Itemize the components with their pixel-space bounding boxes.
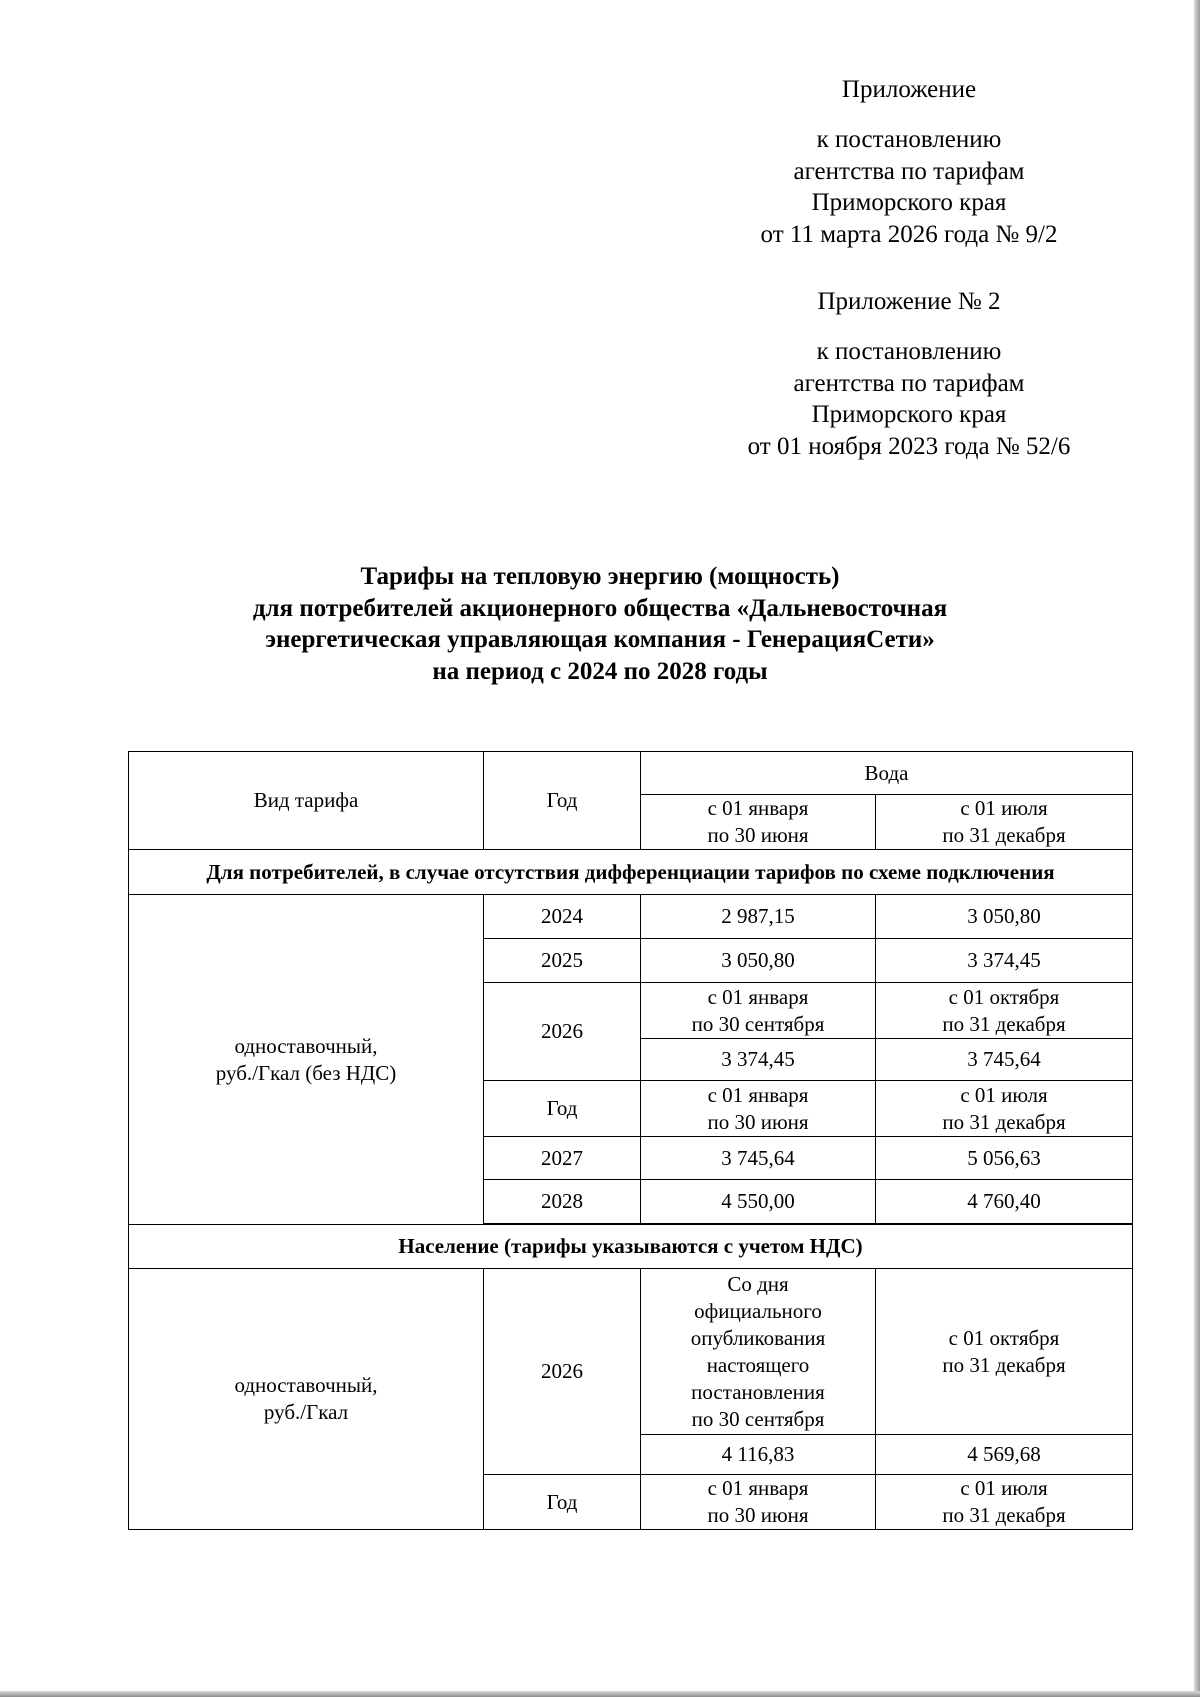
cell-line: по 31 декабря xyxy=(942,1011,1066,1036)
cell-line: настоящего xyxy=(706,1352,810,1377)
page-edge-shadow-bottom xyxy=(0,1691,1200,1697)
value-cell: 3 745,64 xyxy=(876,1039,1133,1081)
year-cell: 2027 xyxy=(484,1137,641,1180)
value-cell: 5 056,63 xyxy=(876,1137,1133,1180)
title-line: на период с 2024 по 2028 годы xyxy=(432,657,768,685)
value-cell: 2 987,15 xyxy=(641,895,876,939)
cell-line: по 30 июня xyxy=(707,1503,809,1527)
appendix-2-title: Приложение № 2 xyxy=(817,288,1001,315)
cell-line: с 01 января xyxy=(707,1082,809,1107)
cell-line: с 01 июля xyxy=(960,796,1048,820)
cell-line: Со дня xyxy=(727,1271,789,1296)
appendix-line: агентства по тарифам xyxy=(793,157,1025,185)
cell-line: одноставочный, xyxy=(234,1033,378,1058)
cell-line: руб./Гкал (без НДС) xyxy=(215,1060,397,1085)
cell-line: с 01 июля xyxy=(960,1082,1048,1107)
appendix-1-title: Приложение xyxy=(841,76,977,103)
appendix-line: к постановлению xyxy=(816,126,1002,153)
appendix-line: к постановлению xyxy=(816,338,1002,365)
table-row xyxy=(129,895,1133,939)
cell-line: постановления xyxy=(691,1379,825,1404)
period-cell xyxy=(876,1475,1133,1530)
table-row xyxy=(129,1269,1133,1435)
value-cell: 3 374,45 xyxy=(641,1039,876,1081)
cell-line: по 30 сентября xyxy=(691,1406,825,1431)
value-cell: 4 760,40 xyxy=(876,1180,1133,1224)
cell-line: с 01 января xyxy=(707,1476,809,1500)
cell-line: с 01 января xyxy=(707,796,809,820)
appendix-line: Приморского края xyxy=(811,401,1007,428)
cell-line: по 31 декабря xyxy=(942,1503,1066,1527)
appendix-line: агентства по тарифам xyxy=(793,369,1025,397)
header-water: Вода xyxy=(641,752,1133,795)
cell-line: с 01 января xyxy=(707,984,809,1009)
header-period-1 xyxy=(641,795,876,850)
value-cell: 4 550,00 xyxy=(641,1180,876,1224)
cell-line: с 01 октября xyxy=(948,1325,1060,1350)
cell-line: официального xyxy=(694,1298,822,1323)
value-cell: 4 116,83 xyxy=(641,1435,876,1475)
cell-line: по 30 сентября xyxy=(691,1011,825,1036)
cell-line: по 31 декабря xyxy=(942,823,1066,847)
section-2-tariff-type xyxy=(129,1269,484,1530)
period-cell xyxy=(876,983,1133,1039)
value-cell: 3 050,80 xyxy=(641,939,876,983)
year-cell: 2026 xyxy=(484,1269,641,1475)
cell-line: по 31 декабря xyxy=(942,1109,1066,1134)
period-cell xyxy=(641,1269,876,1435)
appendix-line: Приморского края xyxy=(811,189,1007,216)
value-cell: 3 374,45 xyxy=(876,939,1133,983)
header-tariff-type: Вид тарифа xyxy=(129,752,484,850)
value-cell: 3 745,64 xyxy=(641,1137,876,1180)
year-header-cell: Год xyxy=(484,1475,641,1530)
appendix-line: от 11 марта 2026 года № 9/2 xyxy=(760,220,1058,248)
section-1-tariff-type xyxy=(129,895,484,1225)
value-cell: 3 050,80 xyxy=(876,895,1133,939)
cell-line: одноставочный, xyxy=(234,1373,378,1397)
period-cell xyxy=(876,1081,1133,1137)
cell-line: по 30 июня xyxy=(707,823,809,847)
period-cell xyxy=(641,983,876,1039)
cell-line: по 30 июня xyxy=(707,1109,809,1134)
page-edge-shadow xyxy=(1194,0,1200,1697)
appendix-1-reference xyxy=(728,124,1090,250)
section-row xyxy=(129,850,1133,895)
header-period-2 xyxy=(876,795,1133,850)
cell-line: опубликования xyxy=(690,1325,826,1350)
tariff-table xyxy=(128,751,1133,1530)
section-2-title: Население (тарифы указываются с учетом НДС) xyxy=(129,1225,1133,1269)
header-year: Год xyxy=(484,752,641,850)
cell-line: с 01 июля xyxy=(960,1476,1048,1500)
year-cell: 2024 xyxy=(484,895,641,939)
year-header-cell: Год xyxy=(484,1081,641,1137)
title-line: для потребителей акционерного общества «Дальневосточная xyxy=(252,594,948,622)
title-line: энергетическая управляющая компания - ГенерацияСети» xyxy=(265,626,935,653)
period-cell xyxy=(641,1081,876,1137)
year-cell: 2025 xyxy=(484,939,641,983)
document-title xyxy=(150,561,1050,687)
title-line: Тарифы на тепловую энергию (мощность) xyxy=(360,563,840,590)
cell-line: с 01 октября xyxy=(948,984,1060,1009)
period-cell xyxy=(876,1269,1133,1435)
value-cell: 4 569,68 xyxy=(876,1435,1133,1475)
cell-line: по 31 декабря xyxy=(942,1352,1066,1377)
period-cell xyxy=(641,1475,876,1530)
table-header-row xyxy=(129,752,1133,795)
appendix-line: от 01 ноября 2023 года № 52/6 xyxy=(747,432,1071,460)
year-cell: 2028 xyxy=(484,1180,641,1224)
cell-line: руб./Гкал xyxy=(263,1400,349,1424)
appendix-2-reference xyxy=(728,336,1090,462)
section-row xyxy=(129,1225,1133,1269)
section-1-title: Для потребителей, в случае отсутствия дифференциации тарифов по схеме подключения xyxy=(129,850,1133,895)
year-cell: 2026 xyxy=(484,983,641,1081)
